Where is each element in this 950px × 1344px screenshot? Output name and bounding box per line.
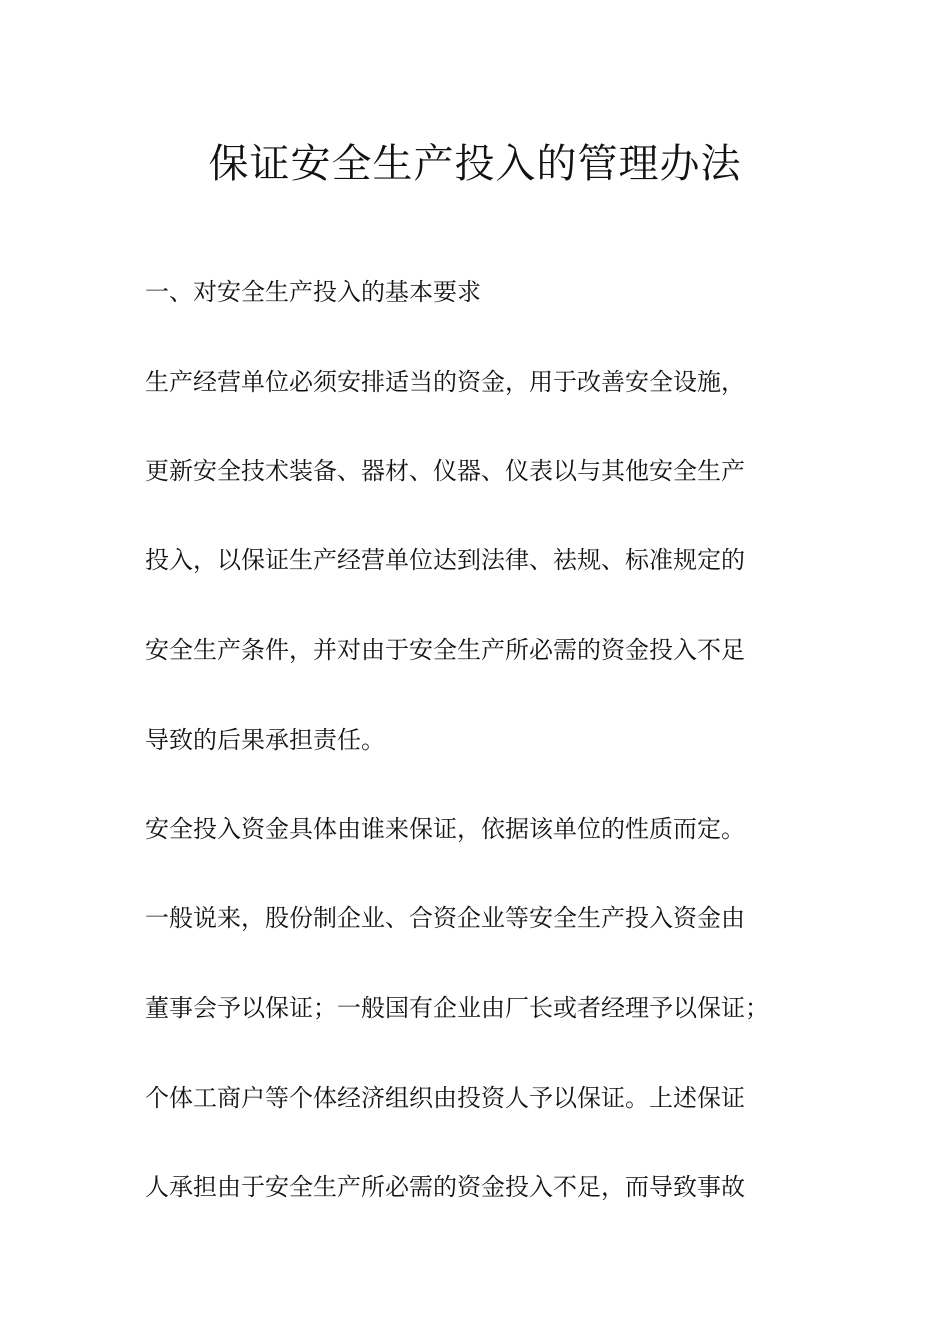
document-title: 保证安全生产投入的管理办法: [208, 141, 742, 187]
paragraph-line-10: 人承担由于安全生产所必需的资金投入不足，而导致事故: [145, 1173, 745, 1201]
section-heading: 一、对安全生产投入的基本要求: [145, 278, 481, 306]
paragraph-line-4: 安全生产条件，并对由于安全生产所必需的资金投入不足: [145, 636, 745, 664]
paragraph-line-6: 安全投入资金具体由谁来保证，依据该单位的性质而定。: [145, 815, 745, 843]
paragraph-line-5: 导致的后果承担责任。: [145, 726, 385, 754]
paragraph-line-7: 一般说来，股份制企业、合资企业等安全生产投入资金由: [145, 904, 745, 932]
paragraph-line-1: 生产经营单位必须安排适当的资金，用于改善安全设施，: [145, 368, 745, 396]
paragraph-line-9: 个体工商户等个体经济组织由投资人予以保证。上述保证: [145, 1084, 745, 1112]
paragraph-line-3: 投入，以保证生产经营单位达到法律、祛规、标准规定的: [145, 546, 745, 574]
paragraph-line-8: 董事会予以保证；一般国有企业由厂长或者经理予以保证；: [145, 994, 769, 1022]
paragraph-line-2: 更新安全技术装备、器材、仪器、仪表以与其他安全生产: [145, 457, 745, 485]
